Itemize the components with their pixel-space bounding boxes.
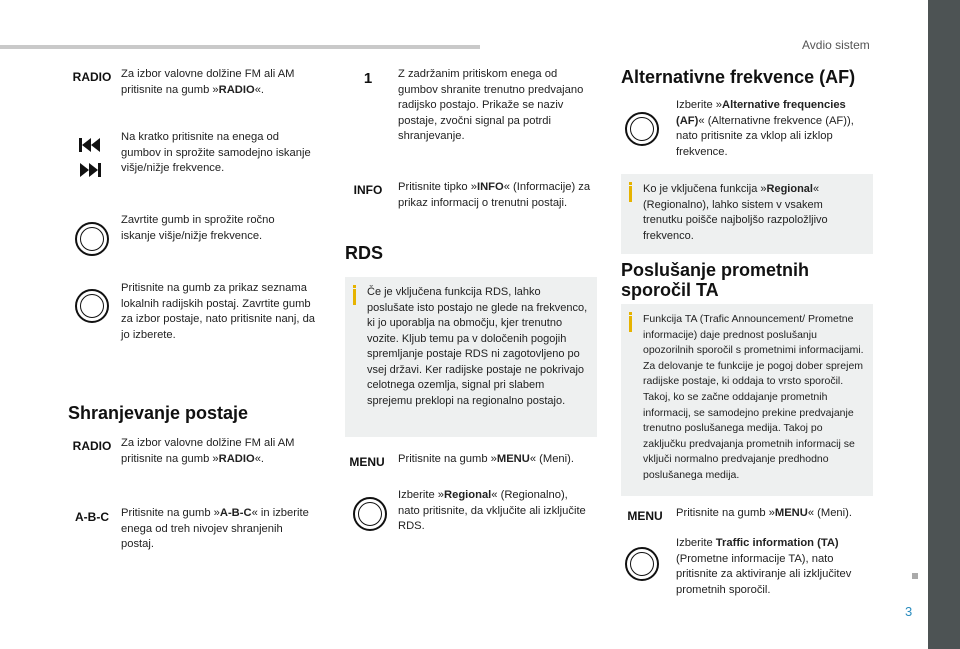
menu-label: MENU <box>627 509 663 523</box>
preset-save-desc: Z zadržanim pritiskom enega od gumbov shranite trenutno predvajano radijsko postajo. Prikaže se naziv postaje, zvočni signal pa potrdi shranjevanje. <box>398 68 584 142</box>
af-desc: Izberite »Alternative frequencies (AF)« (Alternativne frekvence (AF)), nato pritisnite za vklop ali izklop frekvence. <box>676 99 854 158</box>
seek-desc: Na kratko pritisnite na enega od gumbov in sprožite samodejno iskanje višje/nižje frekvence. <box>121 131 311 174</box>
page-sidebar <box>928 0 960 649</box>
radio-save-desc: Za izbor valovne dolžine FM ali AM pritisnite na gumb »RADIO«. <box>121 437 295 465</box>
page-number: 3 <box>905 604 913 619</box>
af-info-box <box>621 174 873 254</box>
ta-title: Poslušanje prometnih sporočil TA <box>621 260 810 300</box>
skip-next-icon <box>77 162 103 178</box>
radio-label: RADIO <box>72 439 112 453</box>
rds-info-text: Če je vključena funkcija RDS, lahko poslušate isto postajo ne glede na frekvenco, ki jo uporablja na območju, kjer trenutno vozite. Kljub temu pa v določenih pogojih spremljanje postaje RDS ni zagotovljeno po vsej državi. Ker radijske postaje ne pokrivajo celotnega ozemlja, signal pri slabem sprejemu preklopi na regionalno postajo. <box>367 286 588 407</box>
rotary-knob-icon <box>75 222 109 256</box>
menu-desc: Pritisnite na gumb »MENU« (Meni). <box>398 453 574 465</box>
info-label: INFO <box>353 183 383 197</box>
rds-title: RDS <box>345 243 384 263</box>
rotary-knob-icon <box>353 497 387 531</box>
preset-one-label: 1 <box>363 70 373 87</box>
continue-marker <box>912 573 918 579</box>
radio-label: RADIO <box>72 70 112 84</box>
top-rule <box>0 45 480 49</box>
ta-info-text: Funkcija TA (Trafic Announcement/ Prometne informacije) daje prednost poslušanju opozorilnih sporočil s prometnimi informacijami. Za delovanje te funkcije je pogoj dober sprejem radijske postaje, ki oddaja to vrsto sporočil. Takoj, ko se začne oddajanje prometnih informacij, se samodejno prekine predvajanje trenutno poslušanega medija. Takoj po zaključku predvajanja prometnih informacij se vključi normalno predvajanje predhodno poslušanega medija. <box>643 313 864 481</box>
section-header: Avdio sistem <box>802 38 870 52</box>
rotary-knob-icon <box>625 112 659 146</box>
rds-info-box <box>345 277 597 437</box>
manual-tune-desc: Zavrtite gumb in sprožite ročno iskanje višje/nižje frekvence. <box>121 214 275 242</box>
af-info-text: Ko je vključena funkcija »Regional« (Regionalno), lahko sistem v vsakem trenutku poišče najboljšo razpoložljivo frekvenco. <box>643 183 828 242</box>
station-list-desc: Pritisnite na gumb za prikaz seznama lokalnih radijskih postaj. Zavrtite gumb za izbor postaje, nato pritisnite nanj, da jo izberete. <box>121 282 316 341</box>
rotary-knob-icon <box>75 289 109 323</box>
regional-desc: Izberite »Regional« (Regionalno), nato pritisnite, da vključite ali izključite RDS. <box>398 489 586 532</box>
ta-info-box <box>621 304 873 496</box>
af-title: Alternativne frekvence (AF) <box>621 67 856 87</box>
abc-label: A-B-C <box>75 510 109 524</box>
info-desc: Pritisnite tipko »INFO« (Informacije) za prikaz informacij o trenutni postaji. <box>398 181 591 209</box>
save-station-title: Shranjevanje postaje <box>68 403 249 423</box>
abc-desc: Pritisnite na gumb »A-B-C« in izberite enega od treh nivojev shranjenih postaj. <box>121 507 309 550</box>
skip-previous-icon <box>77 137 103 153</box>
radio-desc: Za izbor valovne dolžine FM ali AM pritisnite na gumb »RADIO«. <box>121 68 295 96</box>
ta-desc: Izberite Traffic information (TA) (Prometne informacije TA), nato pritisnite za aktiviranje ali izključitev prometnih sporočil. <box>676 537 852 596</box>
rotary-knob-icon <box>625 547 659 581</box>
menu-desc: Pritisnite na gumb »MENU« (Meni). <box>676 507 852 519</box>
menu-label: MENU <box>349 455 385 469</box>
